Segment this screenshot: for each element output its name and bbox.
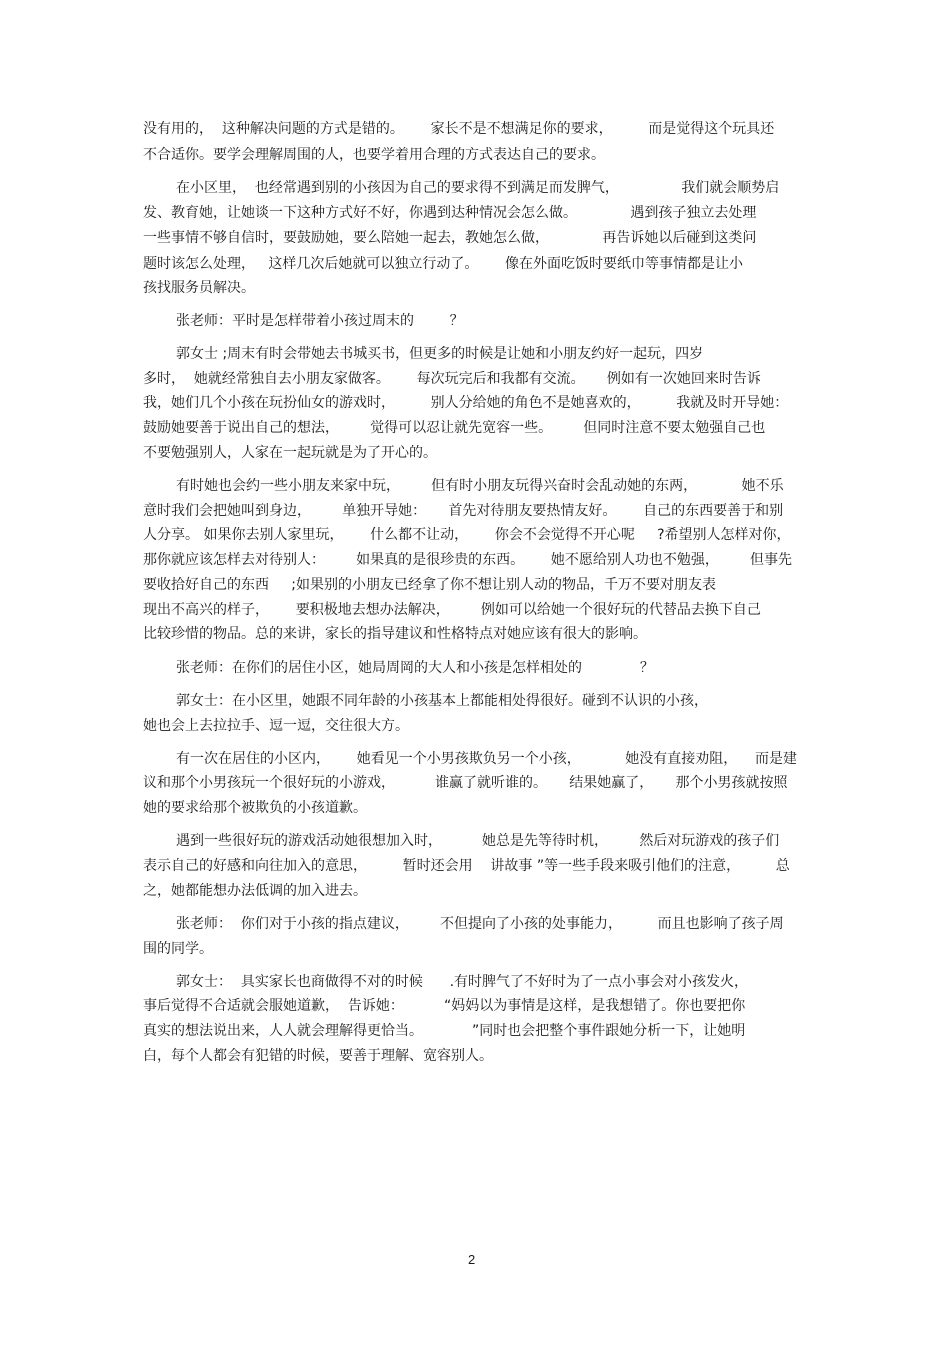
- text-line: 不要勉强别人，人家在一起玩就是为了开心的。: [143, 445, 437, 461]
- text-line: 她也会上去拉拉手、逗一逗，交往很大方。: [143, 718, 409, 734]
- text-line: 白，每个人都会有犯错的时候，要善于理解、宽容别人。: [143, 1048, 493, 1064]
- text-line: 张老师：在你们的居住小区，她局周岡的大人和小孩是怎样相处的 ？: [176, 660, 654, 676]
- text-line: 题时该怎么处理， 这样几次后她就可以独立行动了。 像在外面吃饭时要纸巾等事情都是让小: [143, 256, 744, 272]
- text-line: 意时我们会把她叫到身边， 单独开导她： 首先对待朋友要热情友好。 自己的东西要善于和别: [143, 503, 784, 519]
- text-line: 张老师：平时是怎样带着小孩过周末的 ？: [176, 313, 464, 329]
- text-line: 围的同学。: [143, 941, 213, 957]
- text-line: 之，她都能想办法低调的加入进去。: [143, 883, 367, 899]
- text-line: 那你就应该怎样去对待别人： 如果真的是很珍贵的东西。 她不愿给别人功也不勉强， 但事先: [143, 552, 793, 568]
- text-line: 事后觉得不合适就会服她道歉， 告诉她： “妈妈以为事情是这样，是我想错了。你也要把你: [143, 998, 746, 1014]
- text-line: 议和那个小男孩玩一个很好玩的小游戏， 谁赢了就听谁的。 结果她赢了， 那个小男孩就按照: [143, 775, 788, 791]
- text-line: 不合适你。要学会理解周围的人，也要学着用合理的方式表达自己的要求。: [143, 147, 605, 163]
- text-line: 张老师： 你们对于小孩的指点建议， 不但提向了小孩的处事能力， 而且也影响了孩子周: [176, 916, 784, 932]
- text-line: 比较珍惜的物品。总的来讲，家长的指导建议和性格特点对她应该有很大的影响。: [143, 626, 647, 642]
- text-line: 有时她也会约一些小朋友来家中玩， 但有时小朋友玩得兴奋时会乱动她的东两， 她不乐: [176, 478, 784, 494]
- text-line: 鼓励她要善于说出自己的想法， 觉得可以忍让就先宽容一些。 但同时注意不要太勉强自己也: [143, 420, 766, 436]
- text-line: 要收拾好自己的东西 ;如果别的小朋友已经拿了你不想让别人动的物品，千万不要对朋友表: [143, 577, 716, 593]
- text-line: 没有用的， 这种解决问题的方式是错的。 家长不是不想满足你的要求， 而是觉得这个玩具还: [143, 121, 775, 137]
- text-line: 郭女士：在小区里，她跟不同年龄的小孩基本上都能相处得很好。碰到不认识的小孩，: [176, 693, 708, 709]
- text-line: 在小区里， 也经常遇到别的小孩因为自己的要求得不到满足而发脾气， 我们就会顺势启: [176, 180, 780, 196]
- text-line: 人分享。 如果你去别人家里玩， 什么都不让动， 你会不会觉得不开心呢 ?希望别人怎样对你，: [143, 527, 791, 543]
- page-number: 2: [468, 1252, 476, 1267]
- text-line: 郭女士 ;周末有时会带她去书城买书，但更多的时候是让她和小朋友约好一起玩，四岁: [176, 346, 704, 362]
- text-line: 有一次在居住的小区内， 她看见一个小男孩欺负另一个小孩， 她没有直接劝阻， 而是建: [176, 751, 798, 767]
- text-line: 郭女士： 具实家长也商做得不对的时候 .有时脾气了不好时为了一点小事会对小孩发火，: [176, 974, 749, 990]
- text-line: 多时， 她就经常独自去小朋友家做客。 每次玩完后和我都有交流。 例如有一次她回来时告诉: [143, 371, 761, 387]
- text-line: 发、教育她，让她谈一下这种方式好不好，你遇到达种情况会怎么做。 遇到孩子独立去处理: [143, 205, 757, 221]
- text-line: 遇到一些很好玩的游戏活动她很想加入时， 她总是先等待时机， 然后对玩游戏的孩子们: [176, 833, 780, 849]
- text-line: 真实的想法说出来，人人就会理解得更恰当。 ”同时也会把整个事件跟她分析一下，让她明: [143, 1023, 746, 1039]
- text-line: 孩找服务员解决。: [143, 280, 255, 296]
- text-line: 我，她们几个小孩在玩扮仙女的游戏时， 别人分给她的角色不是她喜欢的， 我就及时开导她：: [143, 395, 789, 411]
- text-line: 现出不高兴的样子， 要积极地去想办法解决， 例如可以给她一个很好玩的代替品去换下自己: [143, 602, 761, 618]
- text-line: 一些事情不够自信时，要鼓励她，要么陪她一起去，教她怎么做， 再告诉她以后碰到这类问: [143, 230, 757, 246]
- text-line: 她的要求给那个被欺负的小孩道歉。: [143, 800, 367, 816]
- text-line: 表示自己的好感和向往加入的意思， 暂时还会用 讲故事 ”等一些手段来吸引他们的注意， 总: [143, 858, 790, 874]
